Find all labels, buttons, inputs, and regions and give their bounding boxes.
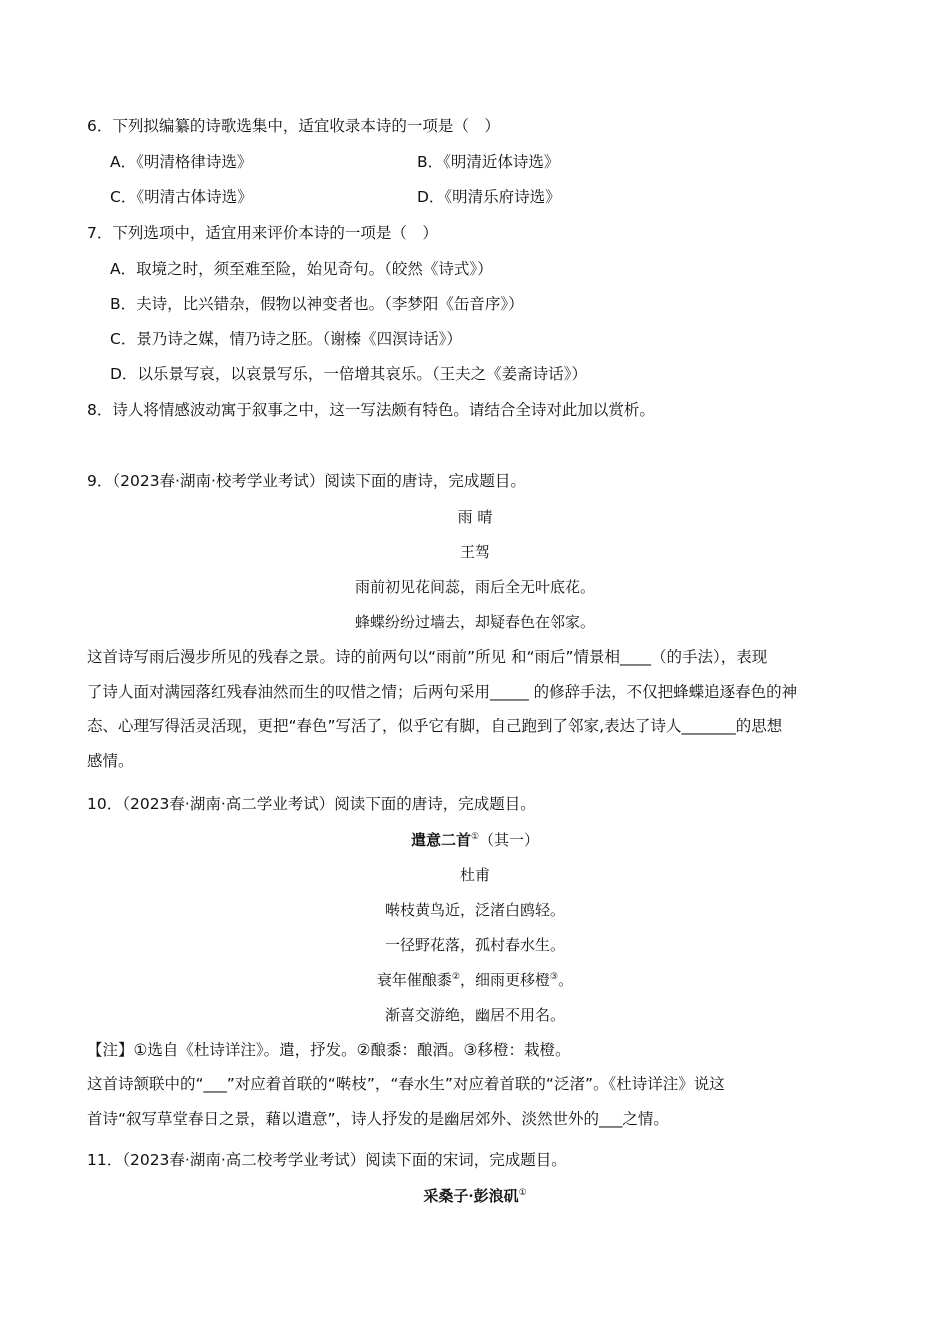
q10-paragraph-line: 这首诗颔联中的“___”对应着首联的“啭枝”，“春水生”对应着首联的“泛渚”。《杜诗详注》说这 [87, 1075, 725, 1093]
q10-title-text: 遣意二首 [410, 831, 471, 849]
q10-poem-line-1: 啭枝黄鸟近，泛渚白鸥轻。 [384, 901, 565, 919]
q9-paragraph-line: 了诗人面对满园落红残春油然而生的叹惜之情；后两句采用_____ 的修辞手法，不仅把蜂蝶追逐春色的神 [87, 682, 798, 701]
q10-note: 【注】①选自《杜诗详注》。遣，抒发。②酿黍：酿酒。③移橙：栽橙。 [87, 1041, 571, 1059]
q10-stem: 10．（2023春·湖南·高二学业考试）阅读下面的唐诗，完成题目。 [87, 795, 536, 813]
q10-poem-line-2: 一径野花落，孤村春水生。 [384, 936, 565, 954]
q10-poem-line-3 [0, 969, 950, 991]
q10-title-suffix: （其一） [479, 831, 540, 849]
q10-poem-line-4: 渐喜交游绝，幽居不用名。 [384, 1006, 565, 1024]
q6-stem: 6．下列拟编纂的诗歌选集中，适宜收录本诗的一项是（ ） [87, 117, 500, 135]
q11-title-note: ① [518, 1188, 527, 1198]
q9-paragraph [87, 640, 863, 778]
q10-paragraph [87, 1067, 863, 1136]
q10-line3-note-3: ③ [550, 972, 559, 982]
q7-option-d: D．以乐景写哀，以哀景写乐，一倍增其哀乐。（王夫之《姜斋诗话》） [110, 365, 587, 383]
q10-line3-b: ，细雨更移橙 [459, 971, 550, 989]
q9-paragraph-line: 感情。 [87, 751, 134, 770]
q8-stem: 8．诗人将情感波动寓于叙事之中，这一写法颇有特色。请结合全诗对此加以赏析。 [87, 401, 655, 419]
q11-stem: 11．（2023春·湖南·高二校考学业考试）阅读下面的宋词，完成题目。 [87, 1151, 567, 1169]
q11-poem-title [0, 1185, 950, 1207]
q6-option-b: B．《明清近体诗选》 [417, 153, 560, 171]
q9-poem-author: 王驾 [459, 543, 490, 561]
q6-option-a: A．《明清格律诗选》 [110, 153, 253, 171]
q7-option-c: C．景乃诗之媒，情乃诗之胚。（谢榛《四溟诗话》） [110, 330, 462, 348]
q10-line3-note-2: ② [451, 972, 460, 982]
q9-paragraph-line: 这首诗写雨后漫步所见的残春之景。诗的前两句以“雨前”所见 和“雨后”情景相____（的手法），表现 [87, 648, 768, 666]
q10-line3-c: 。 [558, 971, 574, 989]
q7-option-b: B．夫诗，比兴错杂，假物以神变者也。（李梦阳《缶音序》） [110, 295, 524, 313]
q10-line3-a: 衰年催酿黍 [376, 971, 452, 989]
q10-poem-author: 杜甫 [459, 866, 490, 884]
q7-stem: 7．下列选项中，适宜用来评价本诗的一项是（ ） [87, 224, 438, 242]
q9-poem-line-2: 蜂蝶纷纷过墙去，却疑春色在邻家。 [354, 613, 595, 631]
q7-option-a: A．取境之时，须至难至险，始见奇句。（皎然《诗式》） [110, 260, 493, 278]
q9-stem: 9．（2023春·湖南·校考学业考试）阅读下面的唐诗，完成题目。 [87, 472, 526, 490]
q10-title-note: ① [470, 832, 480, 842]
q10-poem-title [0, 829, 950, 851]
q9-poem-title: 雨 晴 [457, 508, 493, 526]
q11-title-text: 采桑子·彭浪矶 [423, 1187, 519, 1205]
q10-paragraph-line: 首诗“叙写草堂春日之景，藉以遣意”，诗人抒发的是幽居郊外、淡然世外的___之情。 [87, 1109, 669, 1128]
q9-poem-line-1: 雨前初见花间蕊，雨后全无叶底花。 [354, 578, 595, 596]
q6-option-d: D．《明清乐府诗选》 [417, 188, 561, 206]
q9-paragraph-line: 态、心理写得活灵活现，更把“春色”写活了，似乎它有脚，自己跑到了邻家,表达了诗人_______的思想 [87, 717, 783, 735]
q6-option-c: C．《明清古体诗选》 [110, 188, 253, 206]
